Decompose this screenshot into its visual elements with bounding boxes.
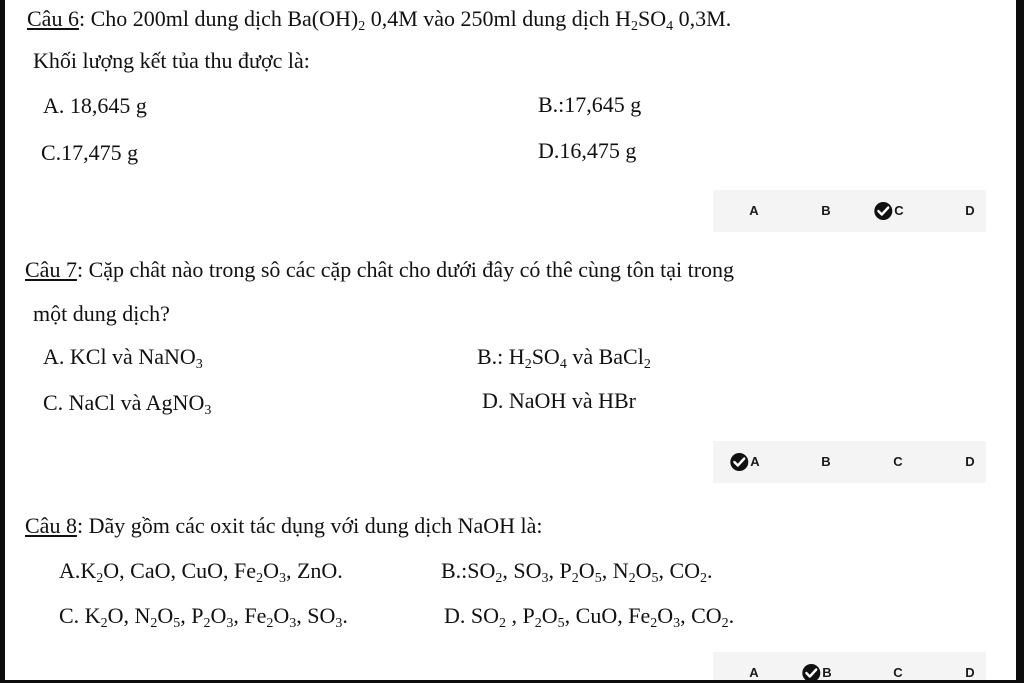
option-text: , P: [548, 558, 572, 583]
subscript: 3: [541, 571, 549, 586]
subscript: 2: [100, 616, 108, 631]
subscript: 3: [226, 616, 234, 631]
question-7-answer-bar: [713, 441, 986, 483]
question-7-stem-line2: một dung dịch?: [33, 301, 170, 326]
option-text: , SO: [502, 558, 542, 583]
option-text: O, N: [107, 603, 151, 628]
question-7-answer-b[interactable]: [821, 441, 830, 483]
subscript: 3: [204, 403, 212, 418]
option-text: và BaCl: [566, 344, 644, 369]
option-text: , CO: [658, 558, 701, 583]
question-6-answer-bar: [713, 190, 986, 232]
subscript: 3: [278, 571, 286, 586]
question-6-answer-d[interactable]: [965, 190, 974, 232]
answer-label: B: [821, 203, 831, 218]
question-6-answer-a[interactable]: [749, 190, 758, 232]
option-text: O: [635, 558, 652, 583]
option-text: A. KCl và NaNO: [43, 344, 196, 369]
option-text: D. SO: [444, 603, 500, 628]
option-text: C. K: [59, 603, 101, 628]
option-text: A.K: [59, 558, 97, 583]
frame-left-edge: [0, 0, 5, 683]
question-8-option-c: [59, 603, 348, 629]
subscript: 5: [594, 571, 602, 586]
subscript: 5: [651, 571, 659, 586]
question-8-option-d: [444, 603, 734, 629]
option-text: , P: [506, 603, 535, 628]
check-icon: [730, 453, 748, 471]
subscript: 5: [173, 616, 181, 631]
question-6-label: Câu 6: [27, 6, 79, 31]
subscript: 2: [266, 616, 274, 631]
stem-text: : Cặp chât nào trong sô các cặp chât cho dưới đây có thê cùng tôn tại trong: [76, 257, 735, 282]
answer-label: A: [750, 454, 760, 469]
question-6-stem-line2: Khối lượng kết tủa thu được là:: [33, 48, 310, 73]
option-text: O: [263, 558, 279, 583]
question-8-answer-bar: [713, 652, 986, 680]
subscript: 2: [256, 571, 264, 586]
question-7-option-d: D. NaOH và HBr: [482, 388, 636, 413]
subscript: 2: [495, 571, 503, 586]
question-6-stem: [27, 6, 731, 32]
option-text: , P: [180, 603, 204, 628]
question-8-option-b: [441, 558, 713, 584]
question-8-option-a: [59, 558, 343, 584]
option-text: O, CaO, CuO, Fe: [103, 558, 257, 583]
subscript: 2: [358, 19, 366, 34]
option-text: , N: [601, 558, 629, 583]
question-7-option-c: [43, 390, 211, 416]
frame-right-edge: [1016, 0, 1024, 683]
answer-label: B: [822, 665, 832, 680]
option-text: , CO: [680, 603, 722, 628]
stem-text: 0,3M.: [673, 6, 732, 31]
option-text: O: [273, 603, 290, 628]
option-text: SO: [531, 344, 560, 369]
question-8-stem: [25, 513, 543, 539]
option-text: .: [342, 603, 348, 628]
answer-label: C: [894, 203, 904, 218]
answer-label: D: [965, 454, 975, 469]
subscript: 2: [203, 616, 211, 631]
question-6-option-a: A. 18,645 g: [43, 93, 147, 118]
question-7-answer-c[interactable]: [893, 441, 902, 483]
option-text: , SO: [296, 603, 336, 628]
stem-text: : Cho 200ml dung dịch Ba(OH): [78, 6, 359, 31]
option-text: , Fe: [233, 603, 267, 628]
question-7-answer-d[interactable]: [965, 441, 974, 483]
subscript: 3: [335, 616, 343, 631]
subscript: 3: [195, 357, 203, 372]
question-8-answer-a[interactable]: [749, 652, 758, 680]
subscript: 2: [534, 616, 542, 631]
subscript: 2: [650, 616, 658, 631]
check-icon: [874, 202, 892, 220]
option-text: .: [707, 558, 713, 583]
subscript: 3: [289, 616, 297, 631]
subscript: 2: [524, 357, 532, 372]
question-6-answer-c[interactable]: [874, 190, 903, 232]
stem-text: SO: [638, 6, 667, 31]
subscript: 2: [643, 357, 651, 372]
option-text: B.: H: [477, 344, 525, 369]
subscript: 3: [673, 616, 681, 631]
answer-label: D: [965, 665, 975, 680]
question-7-option-a: [43, 344, 203, 370]
option-text: .: [728, 603, 735, 628]
subscript: 2: [721, 616, 729, 631]
stem-text: 0,4M vào 250ml dung dịch H: [365, 6, 632, 31]
subscript: 2: [628, 571, 636, 586]
answer-label: B: [821, 454, 831, 469]
answer-label: A: [749, 665, 759, 680]
option-text: O: [541, 603, 558, 628]
question-6-option-b: B.:17,645 g: [538, 92, 642, 117]
subscript: 2: [150, 616, 158, 631]
answer-label: A: [749, 203, 759, 218]
subscript: 5: [557, 616, 565, 631]
option-text: , CuO, Fe: [564, 603, 651, 628]
option-text: O: [210, 603, 227, 628]
question-7-answer-a[interactable]: [730, 441, 759, 483]
answer-label: C: [893, 665, 903, 680]
question-8-answer-b[interactable]: [802, 652, 831, 680]
question-6-option-d: D.16,475 g: [538, 138, 637, 163]
question-7-option-b: [477, 344, 651, 370]
answer-label: D: [965, 203, 975, 218]
option-text: C. NaCl và AgNO: [43, 390, 205, 415]
subscript: 2: [700, 571, 708, 586]
question-8-answer-c[interactable]: [893, 652, 902, 680]
stem-text: : Dãy gồm các oxit tác dụng với dung dịch NaOH là:: [76, 513, 543, 538]
question-6-option-c: C.17,475 g: [41, 140, 139, 165]
question-7-stem: [25, 257, 734, 283]
subscript: 2: [499, 616, 507, 631]
question-7-label: Câu 7: [25, 257, 77, 282]
subscript: 2: [571, 571, 579, 586]
question-8-label: Câu 8: [25, 513, 77, 538]
subscript: 2: [96, 571, 104, 586]
answer-label: C: [893, 454, 903, 469]
subscript: 4: [666, 19, 674, 34]
question-8-answer-d[interactable]: [965, 652, 974, 680]
option-text: , ZnO.: [285, 558, 343, 583]
option-text: O: [657, 603, 674, 628]
option-text: O: [578, 558, 595, 583]
check-icon: [802, 664, 820, 680]
option-text: B.:SO: [441, 558, 496, 583]
question-6-answer-b[interactable]: [821, 190, 830, 232]
subscript: 2: [631, 19, 639, 34]
option-text: O: [157, 603, 174, 628]
subscript: 4: [559, 357, 567, 372]
